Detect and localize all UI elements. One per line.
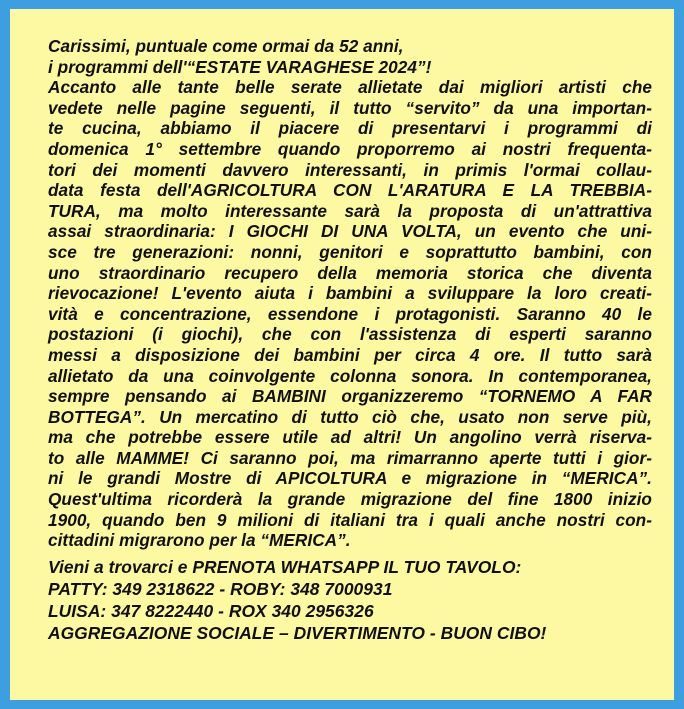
body-line: vità e concentrazione, essendone i protagonisti. Saranno 40 le [48,303,652,324]
cta-prefix: Vieni a trovarci e [48,556,188,577]
body-line: data festa dell'AGRICOLTURA CON L'ARATURA E LA TREBBIA- [48,180,652,201]
body-line: ni le grandi Mostre di APICOLTURA e migrazione in “MERICA”. [48,468,652,489]
intro-line: Carissimi, puntuale come ormai da 52 anni, [48,36,404,56]
body-line: assai straordinaria: I GIOCHI DI UNA VOLTA, un evento che uni- [48,221,652,242]
body-line: sempre pensando ai BAMBINI organizzeremo “TORNEMO A FAR [48,386,652,407]
contact-line: LUISA: 347 8222440 - ROX 340 2956326 [48,600,374,621]
booking-block [48,556,652,644]
slogan: AGGREGAZIONE SOCIALE – DIVERTIMENTO - BUON CIBO! [48,622,547,643]
body-line: TURA, ma molto interessante sarà la proposta di un'attrattiva [48,200,652,221]
body-line: vedete nelle pagine seguenti, il tutto “servito” da una importan- [48,97,652,118]
announcement-card [10,9,674,700]
booking-cta [48,556,652,578]
body-line: tori dei momenti davvero interessanti, in primis l'ormai collau- [48,159,652,180]
body-line: sce tre generazioni: nonni, genitori e soprattutto bambini, con [48,241,652,262]
body-line: allietato da una coinvolgente colonna sonora. In contemporanea, [48,365,652,386]
contact-line: PATTY: 349 2318622 - ROBY: 348 7000931 [48,578,393,599]
body-line: domenica 1° settembre quando proporremo ai nostri frequenta- [48,138,652,159]
body-line: Accanto alle tante belle serate allietate dai migliori artisti che [48,77,652,98]
body-line: cittadini migrarono per la “MERICA”. [48,530,351,551]
body-line: to alle MAMME! Ci saranno poi, ma rimarranno aperte tutti i gior- [48,447,652,468]
body-line: te cucina, abbiamo il piacere di presentarvi i programmi di [48,118,652,139]
body-line: 1900, quando ben 9 milioni di italiani tra i quali anche nostri con- [48,509,652,530]
body-line: messi a disposizione dei bambini per circa 4 ore. Il tutto sarà [48,344,652,365]
cta-strong: PRENOTA WHATSAPP IL TUO TAVOLO: [192,556,522,577]
body-line: BOTTEGA”. Un mercatino di tutto ciò che, usato non serve più, [48,406,652,427]
body-line: Quest'ultima ricorderà la grande migrazione del fine 1800 inizio [48,489,652,510]
intro-line: i programmi dell'“ESTATE VARAGHESE 2024”! [48,56,432,77]
intro-block [48,36,652,77]
body-line: ma che potrebbe essere utile ad altri! Un angolino verrà riserva- [48,427,652,448]
body-line: uno straordinario recupero della memoria storica che diventa [48,262,652,283]
body-line: rievocazione! L'evento aiuta i bambini a sviluppare la loro creati- [48,283,652,304]
body-text [48,77,652,551]
body-line: postazioni (i giochi), che con l'assistenza di esperti saranno [48,324,652,345]
